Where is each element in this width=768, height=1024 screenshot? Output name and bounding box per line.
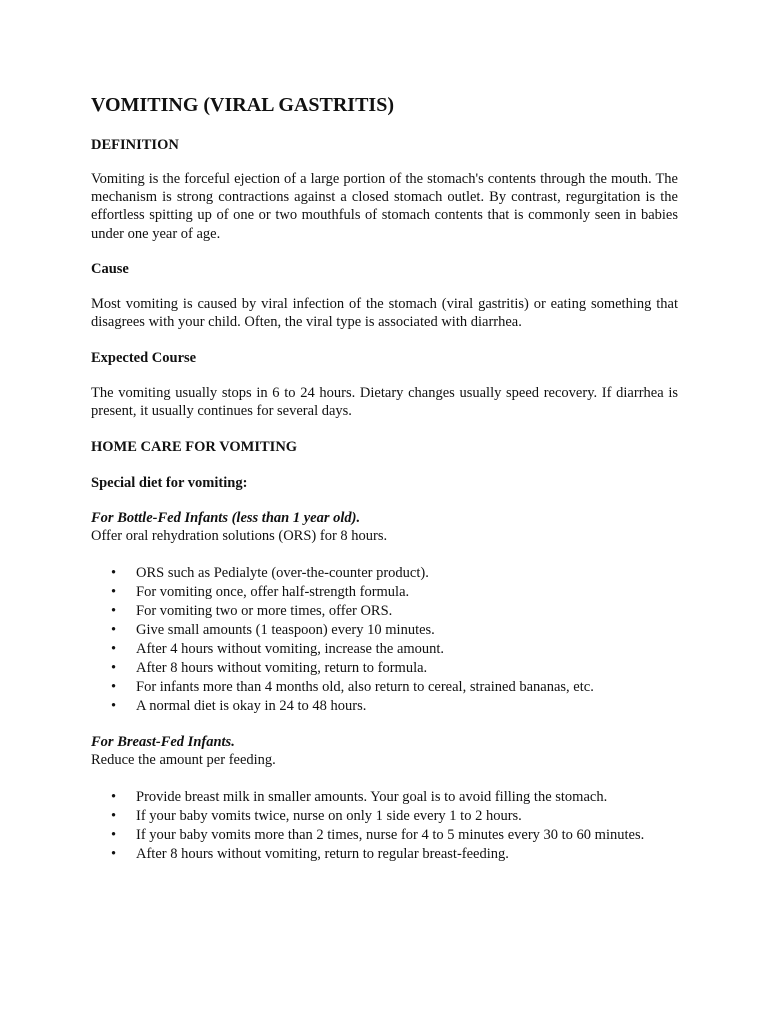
bullet-icon: •: [111, 698, 117, 714]
bullet-icon: •: [111, 789, 117, 805]
expected-course-heading: Expected Course: [91, 350, 197, 366]
bullet-icon: •: [111, 846, 117, 862]
definition-heading: DEFINITION: [91, 137, 179, 153]
breast-fed-heading: For Breast-Fed Infants.: [91, 734, 235, 750]
list-item-text: After 4 hours without vomiting, increase the amount.: [136, 641, 445, 657]
bullet-icon: •: [111, 622, 117, 638]
list-item-text: A normal diet is okay in 24 to 48 hours.: [136, 698, 367, 714]
list-item: [91, 845, 644, 864]
list-item: [91, 659, 594, 678]
list-item: [91, 640, 594, 659]
list-item: [91, 807, 644, 826]
list-item: [91, 826, 644, 845]
home-care-heading: HOME CARE FOR VOMITING: [91, 439, 298, 455]
list-item: [91, 621, 594, 640]
breast-fed-list: [91, 788, 644, 864]
bottle-fed-list: [91, 564, 594, 716]
cause-paragraph: Most vomiting is caused by viral infection of the stomach (viral gastritis) or eating something that disagrees with your child. Often, the viral type is associated with diarrhea.: [91, 296, 678, 331]
bullet-icon: •: [111, 808, 117, 824]
list-item: [91, 678, 594, 697]
list-item-text: For infants more than 4 months old, also return to cereal, strained bananas, etc.: [136, 679, 594, 695]
list-item-text: For vomiting once, offer half-strength formula.: [136, 584, 410, 600]
bullet-icon: •: [111, 660, 117, 676]
bullet-icon: •: [111, 641, 117, 657]
list-item-text: After 8 hours without vomiting, return to formula.: [136, 660, 428, 676]
bullet-icon: •: [111, 679, 117, 695]
list-item: [91, 788, 644, 807]
list-item: [91, 583, 594, 602]
document-title: VOMITING (VIRAL GASTRITIS): [91, 94, 394, 116]
bottle-fed-heading: For Bottle-Fed Infants (less than 1 year old).: [91, 510, 361, 526]
list-item: [91, 602, 594, 621]
list-item-text: After 8 hours without vomiting, return to regular breast-feeding.: [136, 846, 509, 862]
expected-course-paragraph: The vomiting usually stops in 6 to 24 hours. Dietary changes usually speed recovery. If diarrhea is present, it usually continues for several days.: [91, 385, 678, 420]
list-item-text: For vomiting two or more times, offer ORS.: [136, 603, 393, 619]
breast-fed-intro: Reduce the amount per feeding.: [91, 752, 276, 768]
list-item-text: Provide breast milk in smaller amounts. Your goal is to avoid filling the stomach.: [136, 789, 608, 805]
bullet-icon: •: [111, 584, 117, 600]
bullet-icon: •: [111, 827, 117, 843]
list-item-text: Give small amounts (1 teaspoon) every 10 minutes.: [136, 622, 435, 638]
list-item-text: If your baby vomits more than 2 times, nurse for 4 to 5 minutes every 30 to 60 minutes.: [136, 827, 645, 843]
definition-paragraph: Vomiting is the forceful ejection of a large portion of the stomach's contents through the mouth. The mechanism is strong contractions against a closed stomach outlet. By contrast, regurgitation is the effortless spitting up of one or two mouthfuls of stomach contents that is commonly seen in babies under one year of age.: [91, 171, 678, 242]
list-item: [91, 564, 594, 583]
bottle-fed-intro: Offer oral rehydration solutions (ORS) for 8 hours.: [91, 528, 388, 544]
list-item-text: If your baby vomits twice, nurse on only 1 side every 1 to 2 hours.: [136, 808, 522, 824]
bullet-icon: •: [111, 565, 117, 581]
list-item: [91, 697, 594, 716]
special-diet-heading: Special diet for vomiting:: [91, 475, 248, 491]
cause-heading: Cause: [91, 261, 129, 277]
bullet-icon: •: [111, 603, 117, 619]
list-item-text: ORS such as Pedialyte (over-the-counter product).: [136, 565, 429, 581]
